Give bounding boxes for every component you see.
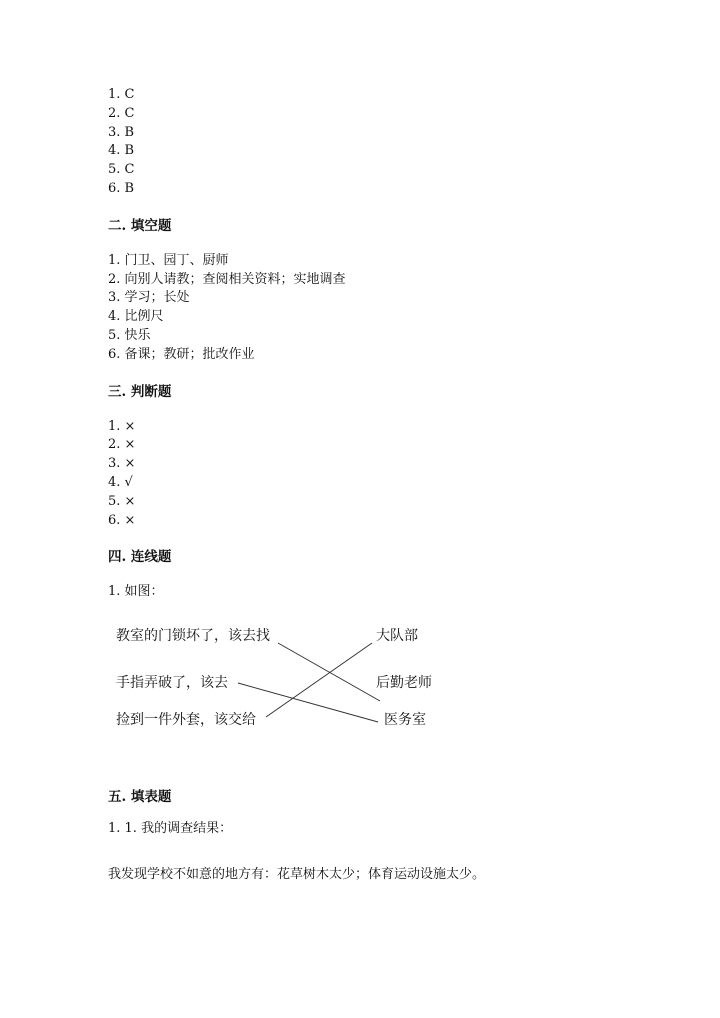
right-item-2: 后勤老师 — [376, 675, 432, 692]
answer-line: 6. B — [108, 180, 135, 196]
left-item-2: 手指弄破了，该去 — [116, 675, 228, 692]
answer-line: 6. × — [108, 512, 136, 528]
right-item-1: 大队部 — [376, 628, 418, 645]
answer-line: 4. 比例尺 — [108, 309, 164, 325]
match-line-1 — [278, 643, 380, 701]
answer-line: 4. B — [108, 143, 135, 159]
answer-line: 3. 学习；长处 — [108, 290, 190, 306]
answer-line: 2. C — [108, 105, 135, 121]
section2-answers — [108, 252, 628, 365]
left-item-3: 捡到一件外套，该交给 — [116, 712, 256, 729]
answer-page — [108, 86, 628, 885]
answer-line: 1. C — [108, 87, 135, 102]
answer-line: 1. × — [108, 418, 136, 434]
answer-line: 1. 门卫、园丁、厨师 — [108, 252, 229, 268]
answer-line: 2. 向别人请教；查阅相关资料；实地调查 — [108, 271, 346, 287]
section4-item: 1. 如图： — [108, 584, 164, 600]
section5-result: 我发现学校不如意的地方有：花草树木太少；体育运动设施太少。 — [108, 866, 486, 882]
matching-diagram — [108, 621, 628, 749]
section3-answers — [108, 418, 628, 531]
section1-answers — [108, 86, 628, 199]
answer-line: 5. 快乐 — [108, 327, 151, 343]
answer-line: 5. C — [108, 162, 135, 178]
section5-item: 1. 1. 我的调查结果： — [108, 821, 233, 837]
section4-heading: 四. 连线题 — [108, 549, 172, 566]
answer-line: 3. B — [108, 124, 135, 140]
answer-line: 6. 备课；教研；批改作业 — [108, 346, 255, 362]
right-item-3: 医务室 — [384, 712, 426, 729]
answer-line: 4. √ — [108, 474, 133, 490]
match-line-2 — [238, 683, 378, 722]
answer-line: 5. × — [108, 493, 136, 509]
answer-line: 2. × — [108, 437, 136, 453]
section5-heading: 五. 填表题 — [108, 789, 172, 806]
section3-heading: 三. 判断题 — [108, 383, 172, 400]
left-item-1: 教室的门锁坏了，该去找 — [116, 628, 270, 645]
answer-line: 3. × — [108, 456, 136, 472]
section2-heading: 二. 填空题 — [108, 217, 172, 234]
